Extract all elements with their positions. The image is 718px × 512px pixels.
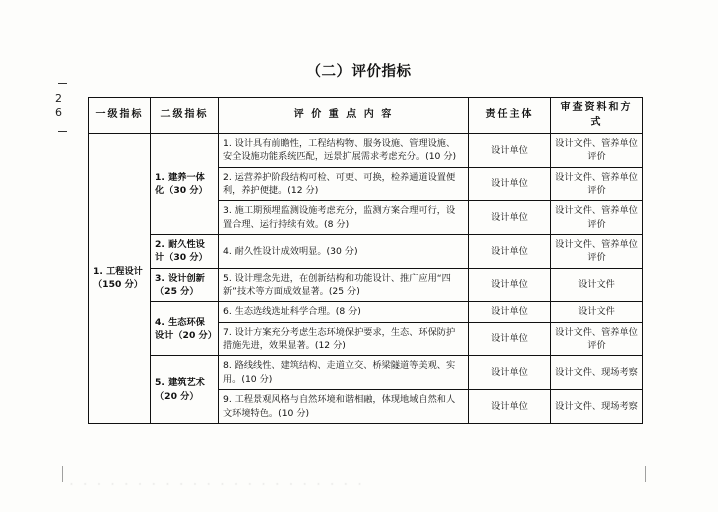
- table-row: [89, 268, 643, 302]
- content-cell: 5. 设计理念先进，在创新结构和功能设计、推广应用“四新”技术等方面成效显著。(25 分): [219, 268, 469, 302]
- responsible-cell: 设计单位: [469, 167, 551, 201]
- level2-cell: 3. 设计创新（25 分）: [151, 268, 219, 302]
- table-row: [89, 134, 643, 168]
- responsible-cell: 设计单位: [469, 235, 551, 269]
- review-cell: 设计文件、现场考察: [551, 390, 643, 424]
- content-cell: 4. 耐久性设计成效明显。(30 分): [219, 235, 469, 269]
- column-header-responsible: 责任主体: [469, 98, 551, 134]
- column-header-review: 审查资料和方式: [551, 98, 643, 134]
- evaluation-index-table: [88, 97, 643, 424]
- level2-cell: 4. 生态环保设计（20 分）: [151, 302, 219, 356]
- content-cell: 8. 路线线性、建筑结构、走道立交、桥梁隧道等美观、实用。(10 分): [219, 356, 469, 390]
- table-row: [89, 235, 643, 269]
- scan-edge-mark-right: [645, 466, 646, 482]
- responsible-cell: 设计单位: [469, 302, 551, 322]
- content-cell: 6. 生态选线选址科学合理。(8 分): [219, 302, 469, 322]
- content-cell: 1. 设计具有前瞻性，工程结构物、服务设施、管理设施、安全设施功能系统匹配，远景扩展需求考虑充分。(10 分): [219, 134, 469, 168]
- level2-cell: 1. 建养一体化（30 分）: [151, 134, 219, 235]
- review-cell: 设计文件、现场考察: [551, 356, 643, 390]
- level2-cell: 5. 建筑艺术（20 分）: [151, 356, 219, 423]
- responsible-cell: 设计单位: [469, 201, 551, 235]
- responsible-cell: 设计单位: [469, 322, 551, 356]
- column-header-level2: 二级指标: [151, 98, 219, 134]
- content-cell: 3. 施工期预埋监测设施考虑充分，监测方案合理可行，设置合理、运行持续有效。(8 分): [219, 201, 469, 235]
- page-title: （二）评价指标: [306, 63, 412, 80]
- review-cell: 设计文件: [551, 268, 643, 302]
- content-cell: 2. 运营养护阶段结构可检、可更、可换，检养通道设置便利，养护便捷。(12 分): [219, 167, 469, 201]
- table-header-row: [89, 98, 643, 134]
- content-cell: 7. 设计方案充分考虑生态环境保护要求，生态、环保防护措施先进，效果显著。(12 分): [219, 322, 469, 356]
- table-row: [89, 356, 643, 390]
- column-header-level1: 一级指标: [89, 98, 151, 134]
- column-header-content: 评 价 重 点 内 容: [219, 98, 469, 134]
- page-rule-top: [58, 83, 67, 84]
- review-cell: 设计文件、管养单位评价: [551, 201, 643, 235]
- responsible-cell: 设计单位: [469, 390, 551, 424]
- page-number-value: 26: [52, 92, 65, 120]
- scan-edge-mark-left: [62, 466, 63, 482]
- responsible-cell: 设计单位: [469, 134, 551, 168]
- review-cell: 设计文件: [551, 302, 643, 322]
- content-cell: 9. 工程景观风格与自然环境和谐相融，体现地域自然和人文环境特色。(10 分): [219, 390, 469, 424]
- review-cell: 设计文件、管养单位评价: [551, 235, 643, 269]
- table-row: [89, 302, 643, 322]
- review-cell: 设计文件、管养单位评价: [551, 167, 643, 201]
- responsible-cell: 设计单位: [469, 268, 551, 302]
- page-rule-bottom: [58, 131, 67, 132]
- review-cell: 设计文件、管养单位评价: [551, 134, 643, 168]
- level1-cell: 1. 工程设计（150 分）: [89, 134, 151, 424]
- page-number: [52, 92, 70, 120]
- review-cell: 设计文件、管养单位评价: [551, 322, 643, 356]
- scan-artifact-bottom: · · · · · · · · · · · · · · · · · · · · · ·: [70, 480, 366, 490]
- level2-cell: 2. 耐久性设计（30 分）: [151, 235, 219, 269]
- responsible-cell: 设计单位: [469, 356, 551, 390]
